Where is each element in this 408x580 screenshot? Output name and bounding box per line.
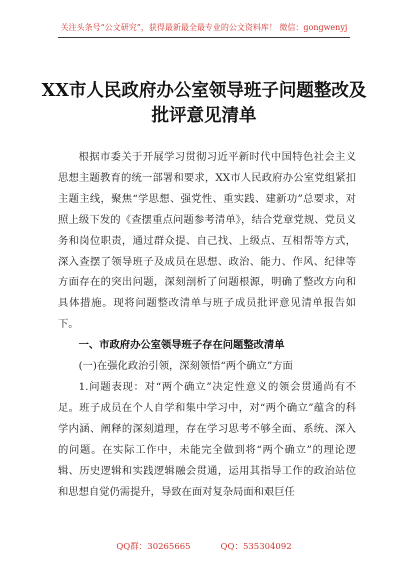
header-banner: 关注头条号“公文研究”，获得最新最全最专业的公文资料库！ 微信：gongwenyj bbox=[60, 23, 348, 32]
subsection-heading: (一)在强化政治引领，深刻领悟“两个确立”方面 bbox=[78, 360, 293, 373]
qq-number: QQ：535304092 bbox=[220, 542, 292, 552]
qq-group-number: QQ群：30265665 bbox=[116, 542, 191, 552]
intro-paragraph: 根据市委关于开展学习贯彻习近平新时代中国特色社会主义思想主题教育的统一部署和要求，XX市人民政府办公室党组紧扣主题主线，聚焦“学思想、强党性、重实践、建新功”总要求，对照上级下发的《查摆重点问题参考清单》，结合党章党规、党员义务和岗位职责，通过群众提、自己找、上级点、互相帮等方式，深入查摆了领导班子及成员在思想、政治、能力、作风、纪律等方面存在的突出问题，深刻剖析了问题根源，明确了整改方向和具体措施。现将问题整改清单与班子成员批评意见清单报告如下。 bbox=[58, 151, 356, 331]
document-title: XX市人民政府办公室领导班子问题整改及批评意见清单 bbox=[41, 81, 367, 126]
section-heading: 一、市政府办公室领导班子存在问题整改清单 bbox=[78, 339, 285, 352]
header-divider bbox=[58, 37, 350, 38]
footer-contact bbox=[0, 540, 408, 552]
document-body bbox=[58, 147, 356, 502]
issue-paragraph: 1.问题表现：对“两个确立”决定性意义的领会贯通尚有不足。班子成员在个人自学和集中学习中，对“两个确立”蕴含的科学内涵、阐释的深刻道理，存在学习思考不够全面、系统、深入的问题。在实际工作中，未能完全做到将“两个确立”的理论逻辑、历史逻辑和实践逻辑融会贯通，运用其指导工作的政治站位和思想自觉仍需提升，导致在面对复杂局面和艰巨任 bbox=[58, 380, 356, 498]
